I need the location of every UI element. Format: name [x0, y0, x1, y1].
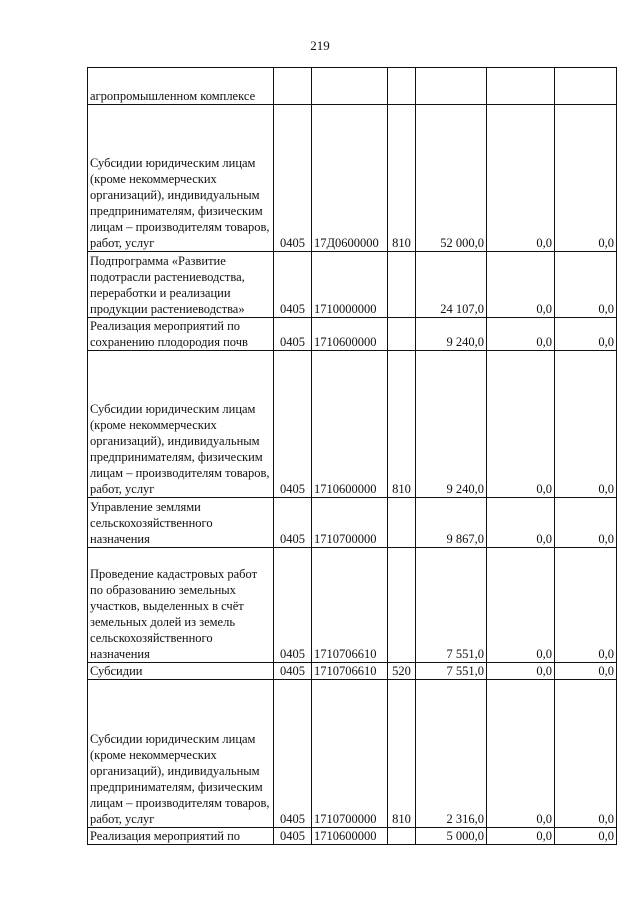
section-code: 0405: [274, 828, 312, 845]
amount-1: 24 107,0: [416, 252, 487, 318]
item-name: Реализация мероприятий по сохранению плодородия почв: [88, 318, 274, 351]
table-row: [88, 105, 617, 252]
expense-type-code: [388, 68, 416, 105]
section-code: 0405: [274, 498, 312, 548]
amount-3: 0,0: [555, 828, 617, 845]
section-code: 0405: [274, 548, 312, 663]
expense-type-code: [388, 548, 416, 663]
amount-3: 0,0: [555, 252, 617, 318]
item-name: Реализация мероприятий по: [88, 828, 274, 845]
amount-3: 0,0: [555, 105, 617, 252]
table-row: [88, 680, 617, 828]
target-code: 1710706610: [312, 548, 388, 663]
target-code: 1710700000: [312, 498, 388, 548]
table-row: [88, 548, 617, 663]
expense-type-code: 810: [388, 351, 416, 498]
target-code: 1710700000: [312, 680, 388, 828]
table-row: [88, 663, 617, 680]
amount-2: 0,0: [487, 252, 555, 318]
amount-3: 0,0: [555, 680, 617, 828]
item-name: Субсидии юридическим лицам (кроме некоммерческих организаций), индивидуальным предпринимателям, физическим лицам – производителям товаров, работ, услуг: [88, 680, 274, 828]
table-row: [88, 318, 617, 351]
target-code: 1710000000: [312, 252, 388, 318]
section-code: 0405: [274, 351, 312, 498]
target-code: 17Д0600000: [312, 105, 388, 252]
item-name: Проведение кадастровых работ по образованию земельных участков, выделенных в счёт земельных долей из земель сельскохозяйственного назначения: [88, 548, 274, 663]
section-code: 0405: [274, 105, 312, 252]
table-row: [88, 498, 617, 548]
item-name: Субсидии: [88, 663, 274, 680]
target-code: 1710600000: [312, 351, 388, 498]
amount-3: 0,0: [555, 351, 617, 498]
amount-3: 0,0: [555, 318, 617, 351]
amount-1: 7 551,0: [416, 548, 487, 663]
expense-type-code: [388, 318, 416, 351]
item-name: Подпрограмма «Развитие подотрасли растениеводства, переработки и реализации продукции растениеводства»: [88, 252, 274, 318]
amount-2: 0,0: [487, 680, 555, 828]
amount-1: 9 867,0: [416, 498, 487, 548]
section-code: 0405: [274, 252, 312, 318]
table-row: [88, 252, 617, 318]
item-name: Субсидии юридическим лицам (кроме некоммерческих организаций), индивидуальным предпринимателям, физическим лицам – производителям товаров, работ, услуг: [88, 351, 274, 498]
amount-2: 0,0: [487, 548, 555, 663]
amount-1: 5 000,0: [416, 828, 487, 845]
table-row: [88, 68, 617, 105]
amount-3: 0,0: [555, 663, 617, 680]
amount-3: 0,0: [555, 498, 617, 548]
table-row: [88, 828, 617, 845]
amount-2: 0,0: [487, 663, 555, 680]
page-number: 219: [310, 38, 330, 53]
budget-table: [87, 67, 617, 845]
target-code: [312, 68, 388, 105]
target-code: 1710706610: [312, 663, 388, 680]
section-code: 0405: [274, 318, 312, 351]
table-row: [88, 351, 617, 498]
amount-2: 0,0: [487, 498, 555, 548]
target-code: 1710600000: [312, 828, 388, 845]
item-name: Субсидии юридическим лицам (кроме некоммерческих организаций), индивидуальным предпринимателям, физическим лицам – производителям товаров, работ, услуг: [88, 105, 274, 252]
amount-2: 0,0: [487, 351, 555, 498]
amount-2: [487, 68, 555, 105]
expense-type-code: [388, 252, 416, 318]
amount-3: [555, 68, 617, 105]
expense-type-code: [388, 828, 416, 845]
section-code: [274, 68, 312, 105]
target-code: 1710600000: [312, 318, 388, 351]
amount-1: 9 240,0: [416, 318, 487, 351]
amount-1: [416, 68, 487, 105]
item-name: Управление землями сельскохозяйственного назначения: [88, 498, 274, 548]
amount-3: 0,0: [555, 548, 617, 663]
amount-2: 0,0: [487, 828, 555, 845]
amount-1: 9 240,0: [416, 351, 487, 498]
item-name: агропромышленном комплексе: [88, 68, 274, 105]
section-code: 0405: [274, 663, 312, 680]
amount-1: 7 551,0: [416, 663, 487, 680]
amount-2: 0,0: [487, 318, 555, 351]
amount-1: 2 316,0: [416, 680, 487, 828]
expense-type-code: 810: [388, 680, 416, 828]
amount-2: 0,0: [487, 105, 555, 252]
section-code: 0405: [274, 680, 312, 828]
expense-type-code: 810: [388, 105, 416, 252]
expense-type-code: 520: [388, 663, 416, 680]
amount-1: 52 000,0: [416, 105, 487, 252]
expense-type-code: [388, 498, 416, 548]
